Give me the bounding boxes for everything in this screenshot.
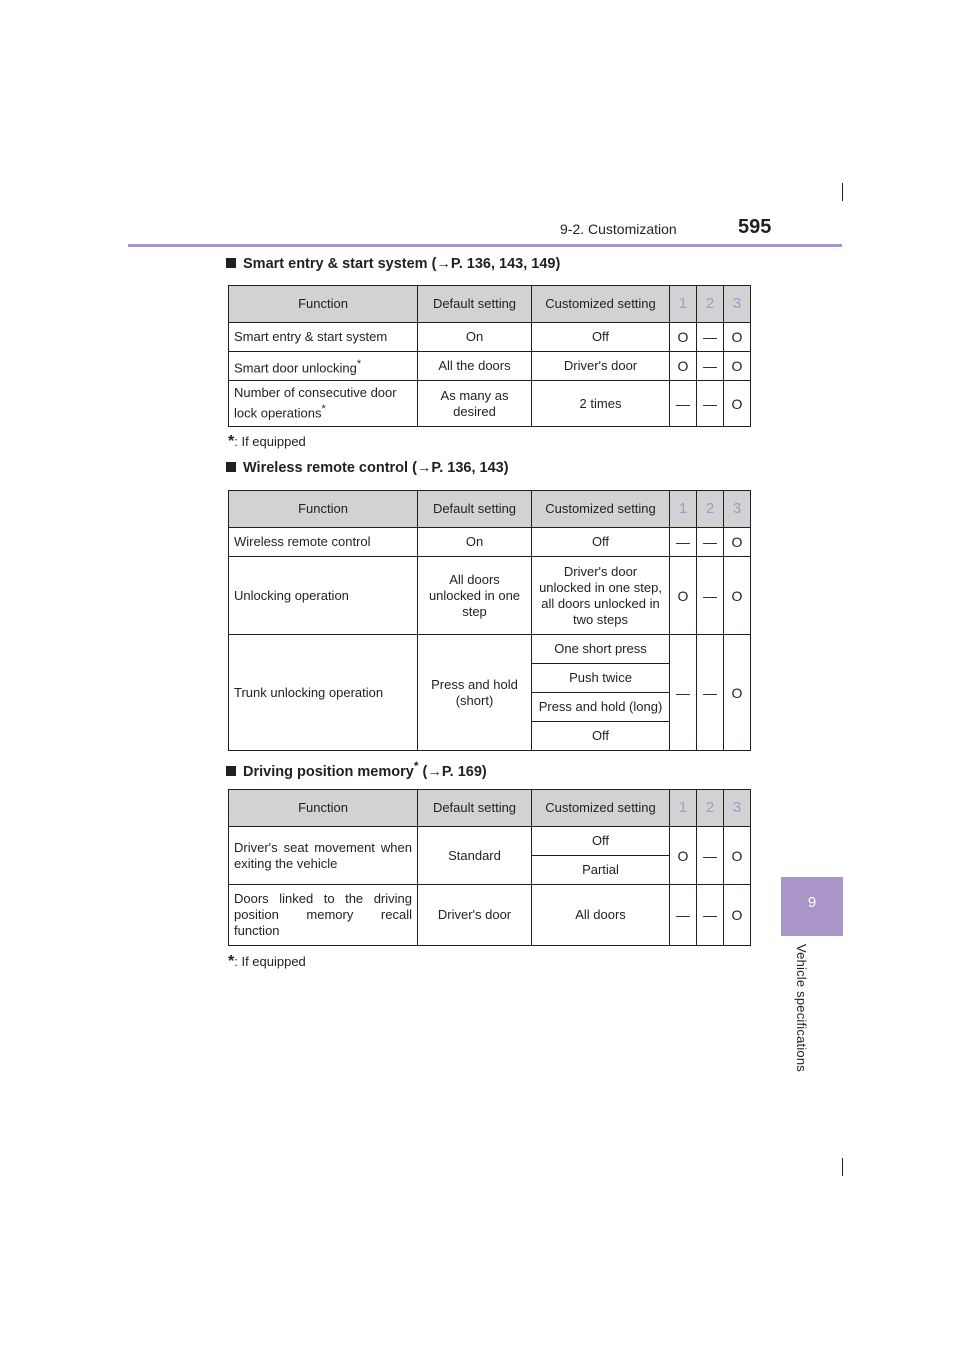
crop-mark (842, 1158, 843, 1176)
asterisk-icon: * (228, 953, 235, 970)
custom-cell: Push twice (532, 664, 670, 693)
custom-cell: Driver's door unlocked in one step, all doors unlocked in two steps (532, 557, 670, 635)
col-header-2: 2 (697, 790, 724, 827)
function-cell: Smart entry & start system (229, 323, 418, 352)
mark-yes: O (724, 352, 751, 381)
table-header-row (229, 790, 751, 827)
section-heading: Driving position memory* (→P. 169) (226, 759, 487, 780)
mark-no: — (697, 557, 724, 635)
footnote: *: If equipped (228, 953, 306, 970)
col-header-default: Default setting (418, 491, 532, 528)
col-header-2: 2 (697, 286, 724, 323)
function-cell: Trunk unlocking operation (229, 635, 418, 751)
function-cell: Doors linked to the driving position memory recall function (229, 885, 418, 946)
square-bullet-icon (226, 766, 236, 776)
custom-cell: Press and hold (long) (532, 693, 670, 722)
mark-no: — (697, 827, 724, 885)
settings-table (228, 490, 751, 751)
mark-no: — (697, 635, 724, 751)
mark-no: — (697, 885, 724, 946)
default-cell: On (418, 528, 532, 557)
default-cell: On (418, 323, 532, 352)
square-bullet-icon (226, 462, 236, 472)
mark-yes: O (670, 352, 697, 381)
custom-cell: Off (532, 827, 670, 856)
mark-yes: O (724, 885, 751, 946)
custom-cell: 2 times (532, 381, 670, 427)
page-number: 595 (738, 216, 772, 238)
col-header-3: 3 (724, 790, 751, 827)
table-row (229, 557, 751, 635)
col-header-1: 1 (670, 790, 697, 827)
col-header-customized: Customized setting (532, 286, 670, 323)
table-row (229, 381, 751, 427)
table-row (229, 827, 751, 856)
default-cell: As many as desired (418, 381, 532, 427)
mark-no: — (697, 323, 724, 352)
arrow-icon: → (427, 763, 442, 780)
custom-cell: Off (532, 323, 670, 352)
col-header-function: Function (229, 491, 418, 528)
custom-cell: Off (532, 528, 670, 557)
crop-mark (842, 183, 843, 201)
table-row (229, 635, 751, 664)
col-header-function: Function (229, 286, 418, 323)
mark-yes: O (670, 557, 697, 635)
header-rule (128, 244, 842, 247)
chapter-tab: 9 (781, 877, 843, 936)
custom-cell: One short press (532, 635, 670, 664)
custom-cell: Partial (532, 856, 670, 885)
mark-no: — (670, 528, 697, 557)
footnote: *: If equipped (228, 433, 306, 450)
function-cell: Wireless remote control (229, 528, 418, 557)
section-title: 9-2. Customization (560, 221, 677, 237)
function-cell: Unlocking operation (229, 557, 418, 635)
col-header-1: 1 (670, 286, 697, 323)
mark-yes: O (724, 557, 751, 635)
function-cell: Driver's seat movement when exiting the vehicle (229, 827, 418, 885)
chapter-side-label (793, 944, 809, 1084)
asterisk-icon: * (228, 433, 235, 450)
mark-no: — (697, 352, 724, 381)
arrow-icon: → (416, 460, 432, 476)
mark-no: — (697, 528, 724, 557)
col-header-3: 3 (724, 286, 751, 323)
settings-table (228, 285, 751, 427)
col-header-default: Default setting (418, 790, 532, 827)
mark-yes: O (670, 323, 697, 352)
default-cell: Driver's door (418, 885, 532, 946)
col-header-2: 2 (697, 491, 724, 528)
custom-cell: Driver's door (532, 352, 670, 381)
table-row (229, 885, 751, 946)
table-row (229, 323, 751, 352)
function-cell: Smart door unlocking* (229, 352, 418, 381)
mark-yes: O (724, 528, 751, 557)
settings-table (228, 789, 751, 946)
col-header-default: Default setting (418, 286, 532, 323)
section-heading: Wireless remote control (→P. 136, 143) (226, 460, 509, 476)
arrow-icon: → (436, 256, 451, 272)
mark-yes: O (670, 827, 697, 885)
col-header-customized: Customized setting (532, 790, 670, 827)
default-cell: All doors unlocked in one step (418, 557, 532, 635)
custom-cell: All doors (532, 885, 670, 946)
col-header-1: 1 (670, 491, 697, 528)
default-cell: Standard (418, 827, 532, 885)
col-header-3: 3 (724, 491, 751, 528)
table-header-row (229, 491, 751, 528)
mark-no: — (670, 381, 697, 427)
col-header-customized: Customized setting (532, 491, 670, 528)
mark-no: — (697, 381, 724, 427)
mark-yes: O (724, 635, 751, 751)
default-cell: All the doors (418, 352, 532, 381)
square-bullet-icon (226, 258, 236, 268)
custom-cell: Off (532, 722, 670, 751)
function-cell: Number of consecutive door lock operations* (229, 381, 418, 427)
table-row (229, 528, 751, 557)
mark-yes: O (724, 381, 751, 427)
mark-yes: O (724, 827, 751, 885)
mark-no: — (670, 635, 697, 751)
default-cell: Press and hold (short) (418, 635, 532, 751)
chapter-title: Vehicle specifications (794, 944, 809, 1072)
table-header-row (229, 286, 751, 323)
col-header-function: Function (229, 790, 418, 827)
section-heading: Smart entry & start system (→P. 136, 143, 149) (226, 256, 560, 272)
table-row (229, 352, 751, 381)
mark-yes: O (724, 323, 751, 352)
mark-no: — (670, 885, 697, 946)
